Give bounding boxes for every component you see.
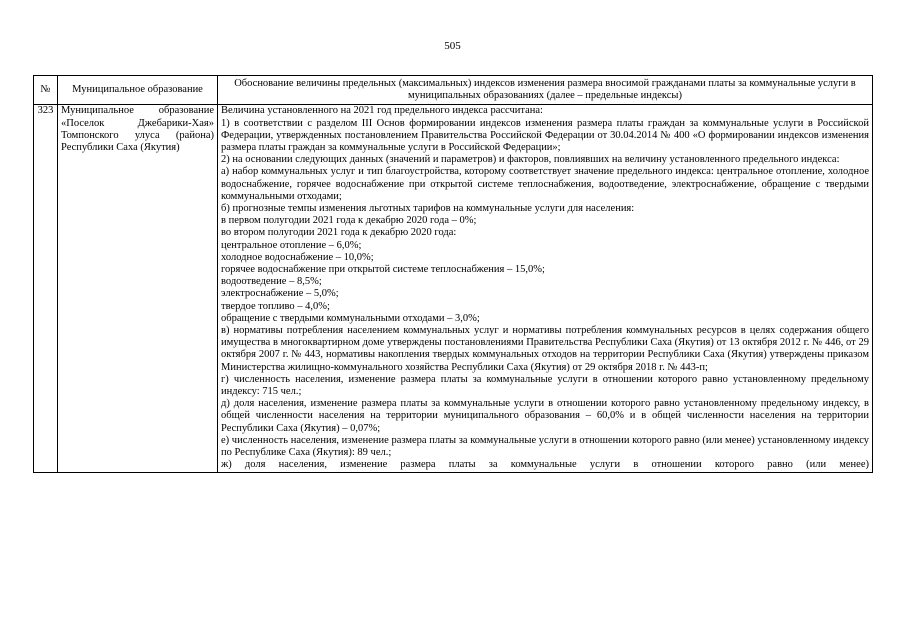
justification-paragraph: холодное водоснабжение – 10,0%; bbox=[221, 251, 374, 263]
justification-paragraph: д) доля населения, изменение размера платы за коммунальные услуги в отношении которого равно установленному предельному индексу, в общей численности населения на территории муниципального образования – 60,0% и в общей численности населения на территории Республики Саха (Якутия) – 0,07%; bbox=[221, 398, 869, 434]
header-municipality: Муниципальное образование bbox=[58, 76, 218, 105]
justification-paragraph: твердое топливо – 4,0%; bbox=[221, 300, 330, 312]
header-number: № bbox=[34, 76, 58, 105]
justification-text bbox=[218, 105, 873, 472]
justification-paragraph: во втором полугодии 2021 года к декабрю 2020 года: bbox=[221, 227, 457, 239]
page-number: 505 bbox=[444, 40, 461, 52]
justification-paragraph: обращение с твердыми коммунальными отходами – 3,0%; bbox=[221, 312, 480, 324]
justification-paragraph: е) численность населения, изменение размера платы за коммунальные услуги в отношении которого равно (или менее) установленному индексу по Республике Саха (Якутия): 89 чел.; bbox=[221, 434, 869, 459]
justification-paragraph: а) набор коммунальных услуг и тип благоустройства, которому соответствует значение предельного индекса: центральное отопление, холодное водоснабжение, горячее водоснабжение при открытой системе теплоснабжения, водоотведение, электроснабжение, обращение с твердыми коммунальными отходами; bbox=[221, 166, 869, 202]
header-justification: Обоснование величины предельных (максимальных) индексов изменения размера вносимой гражданами платы за коммунальные услуги в муниципальных образованиях (далее – предельные индексы) bbox=[218, 76, 873, 105]
justification-paragraph: 2) на основании следующих данных (значений и параметров) и факторов, повлиявших на величину установленного предельного индекса: bbox=[221, 154, 840, 166]
justification-paragraph: центральное отопление – 6,0%; bbox=[221, 239, 362, 251]
justification-paragraph: 1) в соответствии с разделом III Основ формировании индексов изменения размера платы граждан за коммунальные услуги в Российской Федерации, утвержденных постановлением Правительства Российской Федерации от 30.04.2014 № 400 «О формировании индексов изменения размера платы граждан за коммунальные услуги в Российской Федерации»; bbox=[221, 117, 869, 154]
table-header-row bbox=[34, 76, 873, 105]
justification-paragraph: горячее водоснабжение при открытой системе теплоснабжения – 15,0%; bbox=[221, 264, 545, 276]
justification-paragraph: Величина установленного на 2021 год предельного индекса рассчитана: bbox=[221, 105, 543, 117]
justification-paragraph: г) численность населения, изменение размера платы за коммунальные услуги в отношении которого равно установленному предельному индексу: 715 чел.; bbox=[221, 373, 869, 398]
justification-paragraph: в первом полугодии 2021 года к декабрю 2020 года – 0%; bbox=[221, 215, 477, 227]
justification-paragraph: водоотведение – 8,5%; bbox=[221, 276, 322, 288]
row-number: 323 bbox=[34, 105, 58, 472]
justification-paragraph: в) нормативы потребления населением коммунальных услуг и нормативы потребления коммунальных ресурсов в целях содержания общего имущества в многоквартирном доме утверждены постановлениями Правительства Республики Саха (Якутия) от 13 октября 2012 г. № 446, от 29 октября 2007 г. № 443, нормативы накопления твердых коммунальных отходов на территории Республики Саха (Якутия) утверждены приказом Министерства жилищно-коммунального хозяйства Республики Саха (Якутия) от 29 октября 2018 г. № 443-п; bbox=[221, 325, 869, 373]
municipality-name: Муниципальное образование «Поселок Джебарики-Хая» Томпонского улуса (района) Республики Саха (Якутия) bbox=[58, 105, 218, 472]
index-justification-table bbox=[33, 75, 873, 473]
justification-paragraph: б) прогнозные темпы изменения льготных тарифов на коммунальные услуги для населения: bbox=[221, 203, 635, 215]
table-row bbox=[34, 105, 873, 472]
justification-paragraph: электроснабжение – 5,0%; bbox=[221, 288, 339, 300]
justification-paragraph: ж) доля населения, изменение размера платы за коммунальные услуги в отношении которого равно (или менее) bbox=[221, 459, 869, 471]
